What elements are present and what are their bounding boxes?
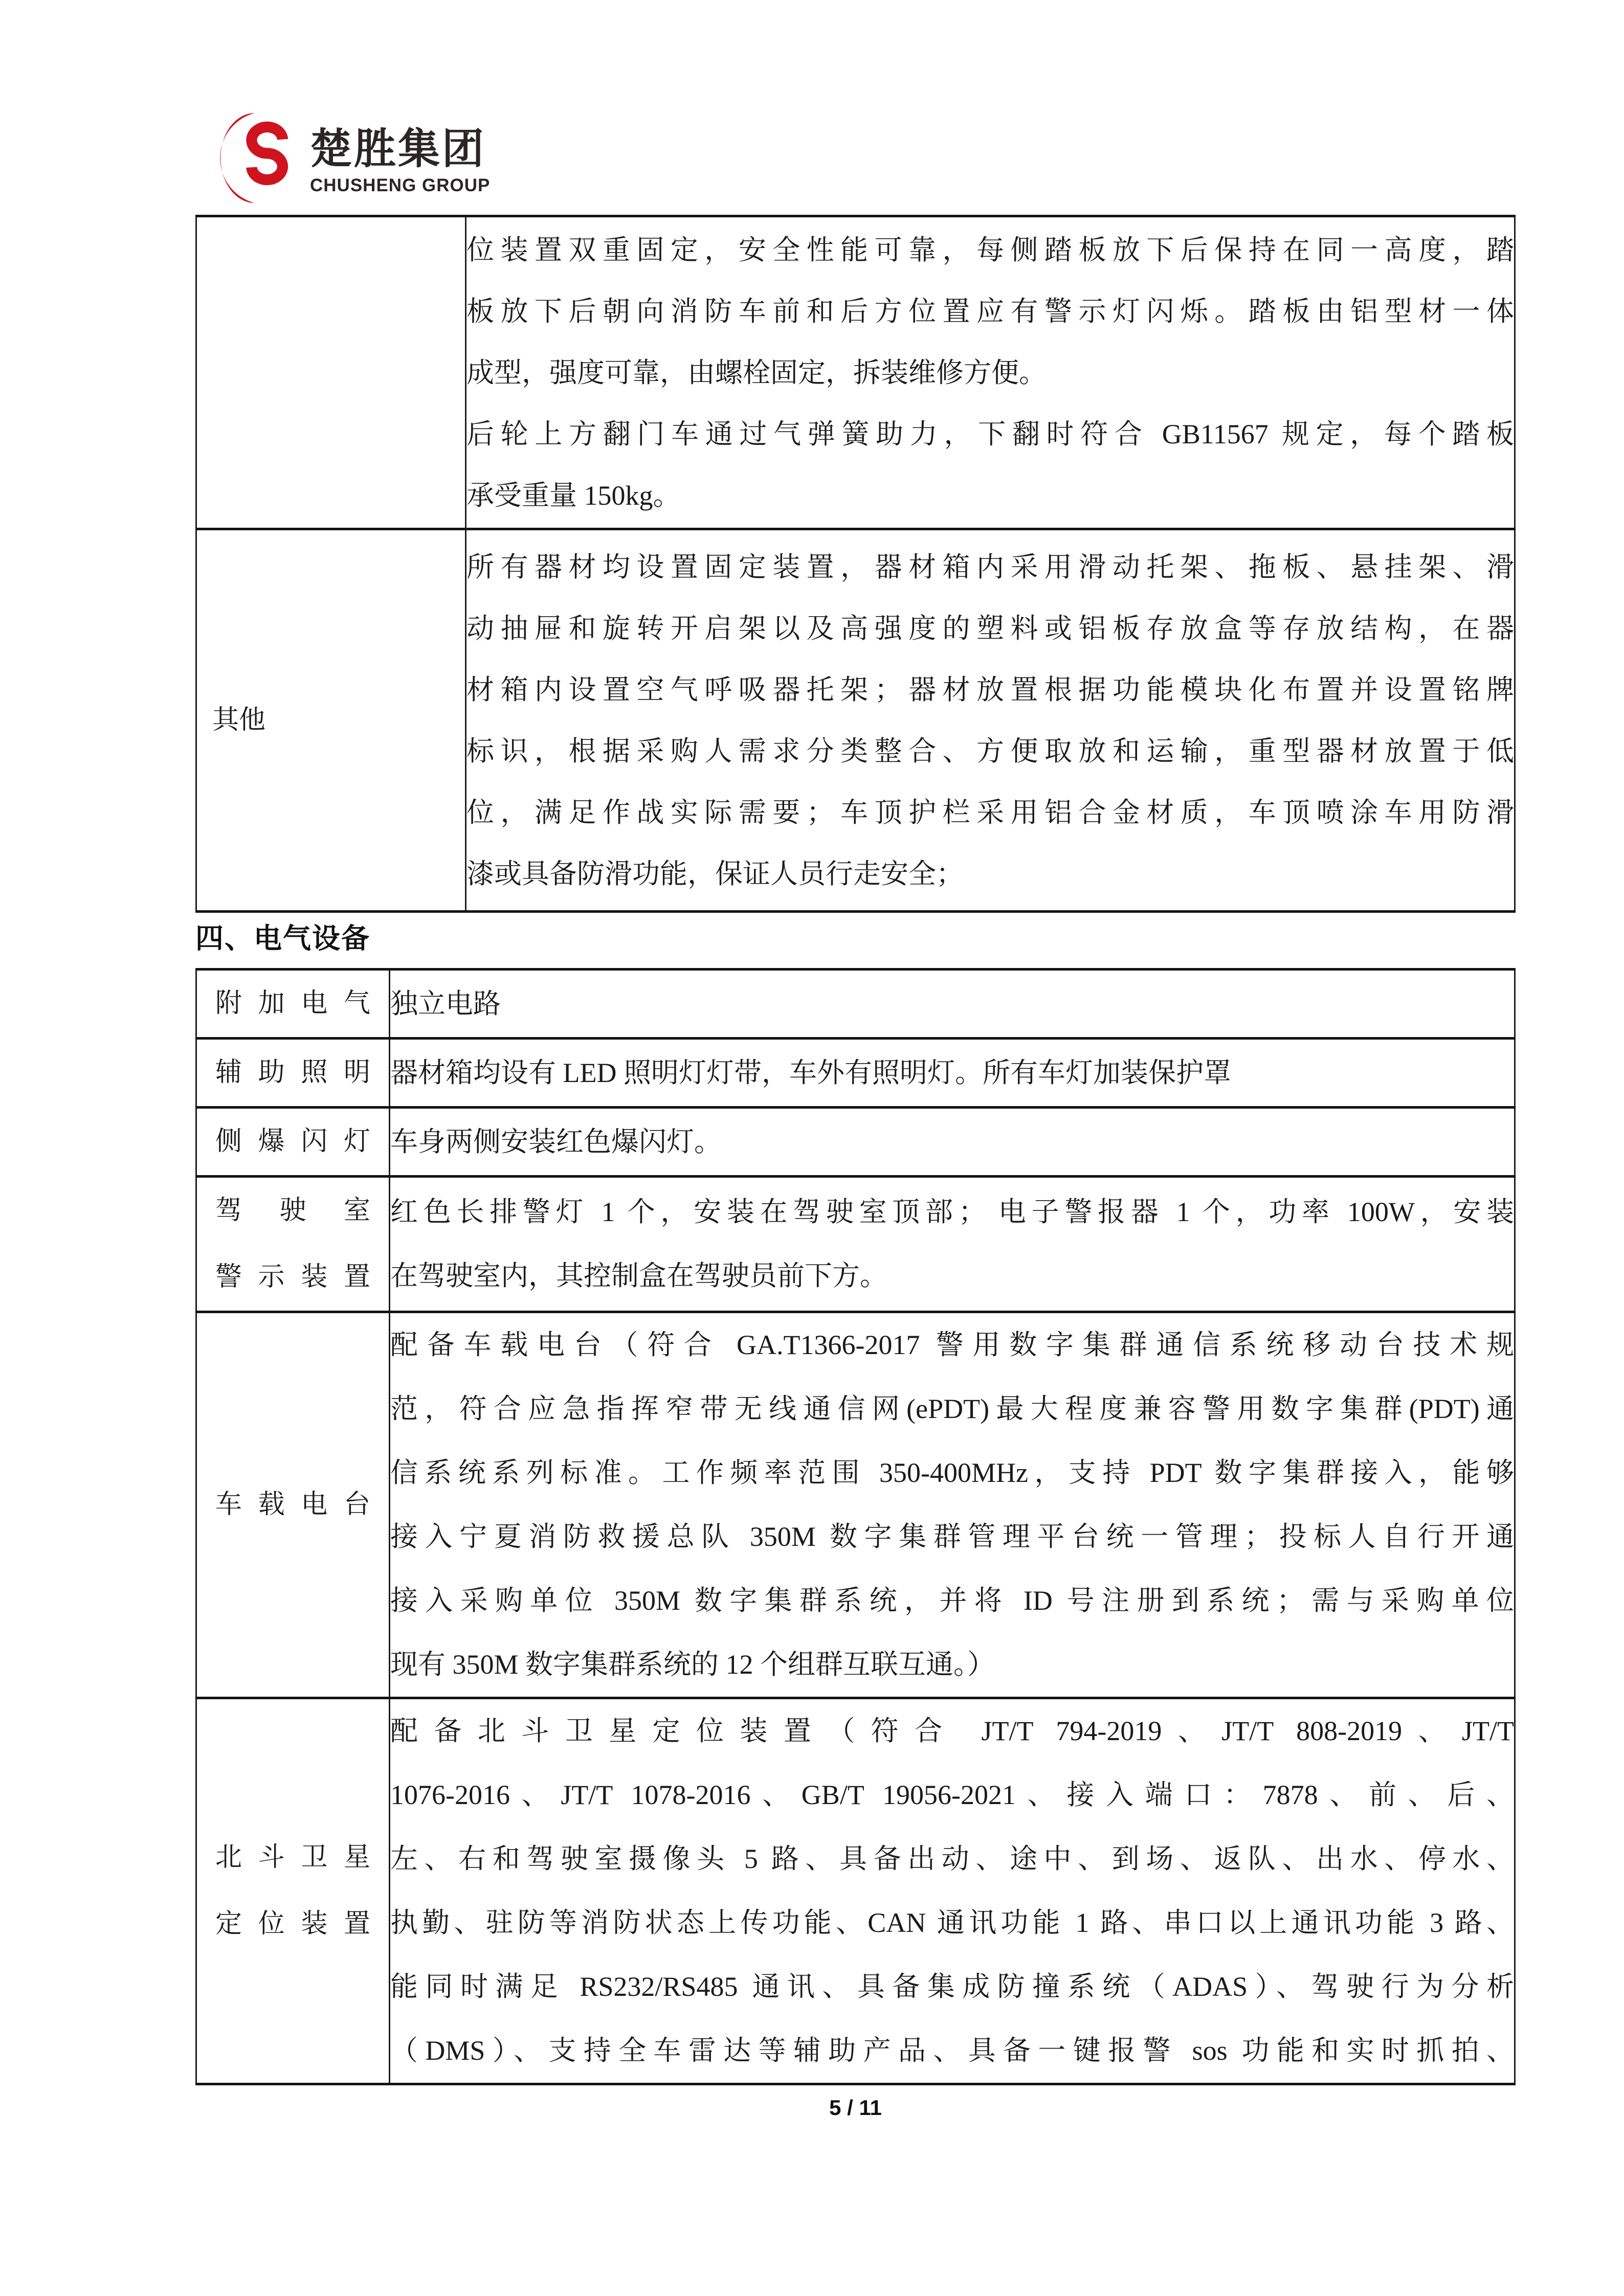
row-label-line: 其他 xyxy=(212,705,266,735)
content-line: 范，符合应急指挥窄带无线通信网(ePDT)最大程度兼容警用数字集群(PDT)通 xyxy=(390,1393,1514,1424)
content-line: 所有器材均设置固定装置，器材箱内采用滑动托架、拖板、悬挂架、滑 xyxy=(466,551,1514,582)
electrical-equipment-table xyxy=(195,968,1516,2085)
content-line: 接入宁夏消防救援总队 350M 数字集群管理平台统一管理；投标人自行开通 xyxy=(390,1521,1514,1552)
content-line: 成型，强度可靠，由螺栓固定，拆装维修方便。 xyxy=(466,357,1047,388)
table-row xyxy=(196,1039,1515,1108)
row-content xyxy=(390,970,1515,1039)
row-label-line: 侧爆闪灯 xyxy=(215,1127,370,1156)
content-line: 动抽屉和旋转开启架以及高强度的塑料或铝板存放盒等存放结构，在器 xyxy=(466,613,1514,644)
content-line: （DMS）、支持全车雷达等辅助产品、具备一键报警 sos 功能和实时抓拍、 xyxy=(390,2035,1514,2066)
content-line: 配备车载电台（符合 GA.T1366-2017 警用数字集群通信系统移动台技术规 xyxy=(390,1330,1514,1360)
content-line: 红色长排警灯 1 个，安装在驾驶室顶部； 电子警报器 1 个，功率 100W，安装 xyxy=(390,1197,1514,1227)
content-line: 后轮上方翻门车通过气弹簧助力，下翻时符合 GB11567 规定，每个踏板 xyxy=(466,418,1514,449)
row-label-line: 附加电气 xyxy=(215,989,370,1018)
row-label xyxy=(196,216,466,529)
row-content xyxy=(466,216,1515,529)
logo-en-text: CHUSHENG GROUP xyxy=(310,175,491,195)
row-content xyxy=(390,1177,1515,1312)
table-row xyxy=(196,529,1515,912)
table-row xyxy=(196,1698,1515,2084)
content-line: 位，满足作战实际需要；车顶护栏采用铝合金材质，车顶喷涂车用防滑 xyxy=(466,797,1514,828)
content-line: 配备北斗卫星定位装置（符合 JT/T 794-2019、JT/T 808-2019、JT/T xyxy=(390,1716,1514,1746)
row-content xyxy=(390,1312,1515,1698)
row-label xyxy=(196,529,466,912)
page-number: 5 / 11 xyxy=(829,2096,882,2120)
row-content xyxy=(390,1039,1515,1108)
table-row xyxy=(196,216,1515,529)
content-line: 接入采购单位 350M 数字集群系统，并将 ID 号注册到系统；需与采购单位 xyxy=(390,1585,1514,1616)
content-line: 在驾驶室内，其控制盒在驾驶员前下方。 xyxy=(390,1260,887,1291)
content-line: 标识，根据采购人需求分类整合、方便取放和运输，重型器材放置于低 xyxy=(466,735,1514,767)
row-label-line: 驾驶室 xyxy=(215,1196,370,1225)
content-line: 信系统系列标准。工作频率范围 350-400MHz，支持 PDT 数字集群接入，能够 xyxy=(390,1457,1514,1488)
row-content xyxy=(466,529,1515,912)
row-content xyxy=(390,1698,1515,2084)
table-row xyxy=(196,1108,1515,1177)
row-label-line: 辅助照明 xyxy=(215,1058,370,1087)
logo-cn-text: 楚胜集团 xyxy=(310,126,486,172)
section-heading: 四、电气设备 xyxy=(195,923,371,954)
company-logo xyxy=(219,111,490,205)
table-row xyxy=(196,1312,1515,1698)
content-line: 能同时满足 RS232/RS485 通讯、具备集成防撞系统（ADAS）、驾驶行为分析 xyxy=(390,1971,1514,2002)
row-label xyxy=(196,1312,390,1698)
content-line: 现有 350M 数字集群系统的 12 个组群互联互通。） xyxy=(390,1649,995,1680)
row-label-line: 警示装置 xyxy=(215,1263,370,1292)
logo-text xyxy=(310,111,490,196)
content-line: 左、右和驾驶室摄像头 5 路、具备出动、途中、到场、返队、出水、停水、 xyxy=(390,1843,1514,1874)
row-label xyxy=(196,1698,390,2084)
row-content xyxy=(390,1108,1515,1177)
row-label xyxy=(196,1177,390,1312)
equipment-table-continuation xyxy=(195,215,1516,913)
content-line: 独立电路 xyxy=(390,988,501,1019)
row-label xyxy=(196,1108,390,1177)
row-label-line: 北斗卫星 xyxy=(215,1843,370,1872)
row-label-line: 定位装置 xyxy=(215,1909,370,1939)
content-line: 位装置双重固定，安全性能可靠，每侧踏板放下后保持在同一高度，踏 xyxy=(466,234,1514,265)
content-line: 车身两侧安装红色爆闪灯。 xyxy=(390,1126,722,1157)
content-line: 漆或具备防滑功能，保证人员行走安全； xyxy=(466,858,964,889)
row-label-line: 车载电台 xyxy=(215,1490,370,1519)
content-line: 器材箱均设有 LED 照明灯灯带，车外有照明灯。所有车灯加装保护罩 xyxy=(390,1057,1231,1088)
content-line: 板放下后朝向消防车前和后方位置应有警示灯闪烁。踏板由铝型材一体 xyxy=(466,296,1514,327)
chusheng-logo-icon xyxy=(219,111,297,205)
row-label xyxy=(196,1039,390,1108)
content-line: 承受重量 150kg。 xyxy=(466,480,681,511)
document-body xyxy=(195,215,1516,2085)
table-row xyxy=(196,1177,1515,1312)
table-row xyxy=(196,970,1515,1039)
row-label xyxy=(196,970,390,1039)
content-line: 执勤、驻防等消防状态上传功能、CAN 通讯功能 1 路、串口以上通讯功能 3 路、 xyxy=(390,1907,1514,1938)
content-line: 1076-2016、JT/T 1078-2016、GB/T 19056-2021、接入端口：7878、前、后、 xyxy=(390,1780,1514,1810)
content-line: 材箱内设置空气呼吸器托架；器材放置根据功能模块化布置并设置铭牌 xyxy=(466,674,1514,705)
